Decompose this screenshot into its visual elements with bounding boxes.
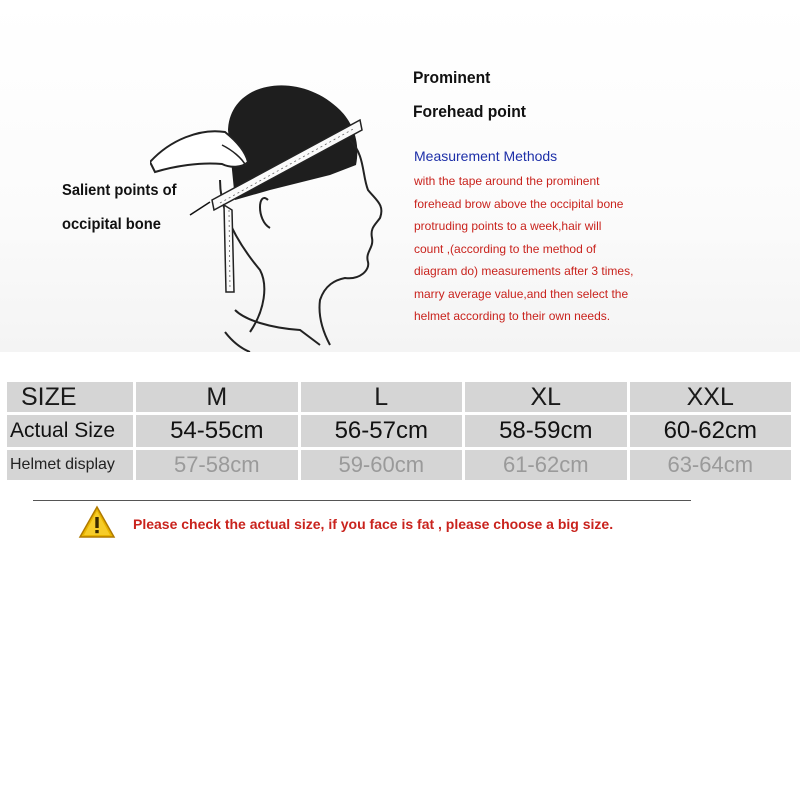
size-label-cell: SIZE: [7, 382, 133, 412]
size-cell: M: [136, 382, 298, 412]
measurement-methods-text: with the tape around the prominent forehead brow above the occipital bone protruding points to a week,hair will count ,(according to the method of diagram do) measurements after 3 times, marry average value,and then select the helmet according to their own needs.: [414, 174, 634, 323]
actual-size-cell: 54-55cm: [136, 415, 298, 447]
actual-size-cell: 60-62cm: [630, 415, 792, 447]
warning-triangle-icon: [78, 505, 116, 539]
helmet-display-label-cell: Helmet display: [7, 450, 133, 480]
helmet-display-row: [7, 450, 791, 480]
actual-size-row: [7, 415, 791, 447]
size-cell: L: [301, 382, 463, 412]
helmet-display-cell: 61-62cm: [465, 450, 627, 480]
size-header-row: [7, 382, 791, 412]
helmet-display-cell: 63-64cm: [630, 450, 792, 480]
actual-size-cell: 56-57cm: [301, 415, 463, 447]
measurement-methods-title: Measurement Methods: [414, 148, 558, 164]
divider-line: [33, 500, 691, 501]
size-cell: XL: [465, 382, 627, 412]
forehead-point-label: Prominent Forehead point: [413, 68, 526, 121]
helmet-display-cell: 59-60cm: [301, 450, 463, 480]
occipital-bone-label: Salient points of occipital bone: [62, 182, 177, 233]
actual-size-label-cell: Actual Size: [7, 415, 133, 447]
size-chart-table: [4, 379, 794, 483]
helmet-display-cell: 57-58cm: [136, 450, 298, 480]
size-cell: XXL: [630, 382, 792, 412]
size-warning-text: Please check the actual size, if you face is fat , please choose a big size.: [133, 516, 614, 532]
actual-size-cell: 58-59cm: [465, 415, 627, 447]
